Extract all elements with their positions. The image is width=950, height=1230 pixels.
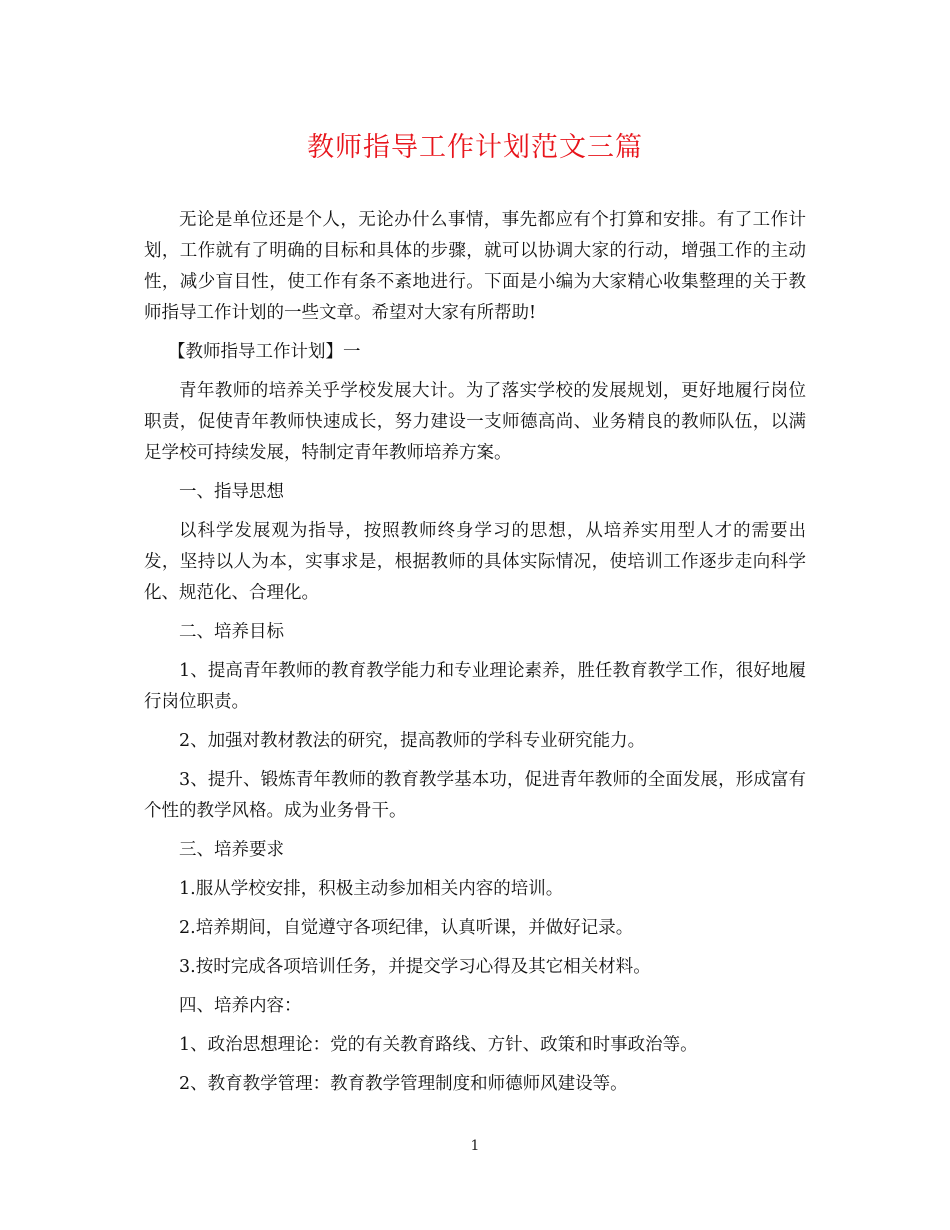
heading-training-content: 四、培养内容： [179,996,302,1016]
list-item: 3.按时完成各项培训任务，并提交学习心得及其它相关材料。 [179,957,651,977]
list-item: 2、教育教学管理：教育教学管理制度和师德师风建设等。 [179,1074,628,1094]
document-title: 教师指导工作计划范文三篇 [307,132,643,163]
list-item: 1.服从学校安排，积极主动参加相关内容的培训。 [179,879,564,899]
list-item: 1、政治思想理论：党的有关教育路线、方针、政策和时事政治等。 [179,1035,698,1055]
intro-paragraph: 无论是单位还是个人，无论办什么事情，事先都应有个打算和安排。有了工作计划，工作就有了明确的目标和具体的步骤，就可以协调大家的行动，增强工作的主动性，减少盲目性，使工作有条不紊地进行。下面是小编为大家精心收集整理的关于教师指导工作计划的一些文章。希望对大家有所帮助! [144,210,806,323]
heading-guiding-ideology: 一、指导思想 [179,482,284,502]
list-item: 1、提高青年教师的教育教学能力和专业理论素养，胜任教育教学工作，很好地履行岗位职责。 [144,661,806,712]
plan-section-title: 【教师指导工作计划】一 [168,342,361,362]
body-paragraph: 青年教师的培养关乎学校发展大计。为了落实学校的发展规划，更好地履行岗位职责，促使青年教师快速成长，努力建设一支师德高尚、业务精良的教师队伍，以满足学校可持续发展，特制定青年教师培养方案。 [144,381,806,463]
list-item: 2、加强对教材教法的研究，提高教师的学科专业研究能力。 [179,731,646,751]
page-number: 1 [470,1138,480,1154]
heading-training-goals: 二、培养目标 [179,622,284,642]
document-body [144,205,806,1108]
body-paragraph: 以科学发展观为指导，按照教师终身学习的思想，从培养实用型人才的需要出发，坚持以人为本，实事求是，根据教师的具体实际情况，使培训工作逐步走向科学化、规范化、合理化。 [144,521,806,603]
list-item: 3、提升、锻炼青年教师的教育教学基本功，促进青年教师的全面发展，形成富有个性的教学风格。成为业务骨干。 [144,770,806,821]
heading-training-requirements: 三、培养要求 [179,840,284,860]
list-item: 2.培养期间，自觉遵守各项纪律，认真听课，并做好记录。 [179,918,634,938]
